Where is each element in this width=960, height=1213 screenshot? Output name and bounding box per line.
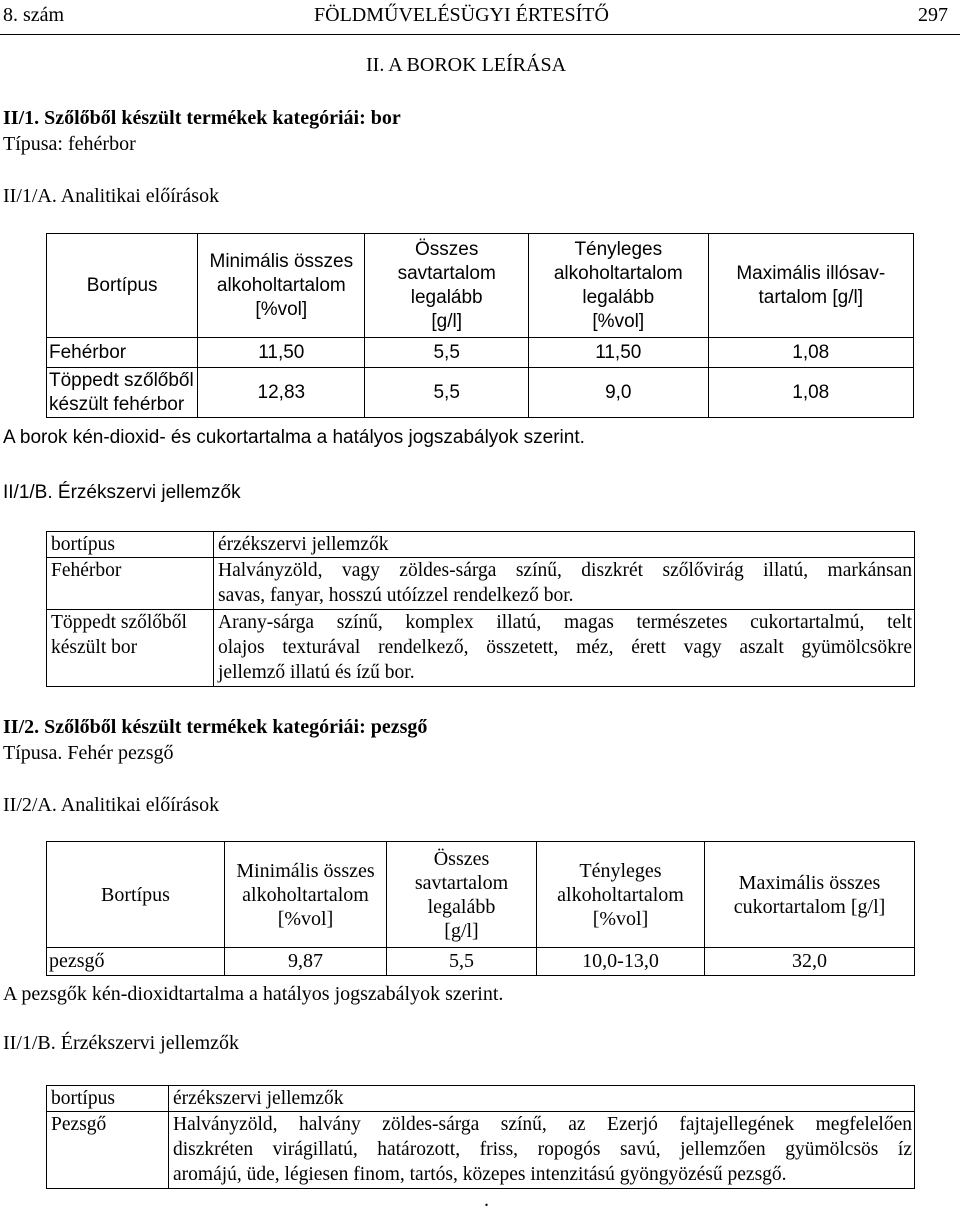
header-rule (0, 34, 960, 35)
wine-type-cell: Töppedt szőlőből készült fehérbor (47, 368, 198, 418)
description-cell: Halványzöld, vagy zöldes-sárga színű, diszkrét szőlővirág illatú, markánsan savas, fanyar, hosszú utóízzel rendelkező bor. (214, 558, 915, 610)
header-cell: Bortípus (47, 234, 198, 338)
footer-mark: . (484, 1189, 489, 1211)
value-cell: 9,87 (225, 948, 387, 976)
description-cell: Arany-sárga színű, komplex illatú, magas természetes cukortartalmú, telt olajos texturával rendelkező, összetett, méz, érett vagy aszalt gyümölcsökre jellemző illatú és ízű bor. (214, 610, 915, 687)
table-row (47, 558, 915, 610)
table-row (47, 368, 914, 418)
value-cell: 32,0 (705, 948, 915, 976)
table-row (47, 610, 915, 687)
table-row (47, 948, 915, 976)
journal-title: FÖLDMŰVELÉSÜGYI ÉRTESÍTŐ (314, 4, 609, 26)
value-cell: 5,5 (365, 338, 529, 368)
value-cell: 1,08 (708, 368, 913, 418)
sparkling-analytics-subheading: II/2/A. Analitikai előírások (3, 794, 220, 816)
wine-type-line: Típusa: fehérbor (3, 133, 136, 155)
table-header-row (47, 1086, 915, 1112)
table-header-row (47, 234, 914, 338)
wine-analytics-table (46, 233, 914, 418)
value-cell: 11,50 (529, 338, 708, 368)
value-cell: 9,0 (529, 368, 708, 418)
sparkling-sensory-table (46, 1085, 915, 1189)
header-cell: Bortípus (47, 842, 225, 948)
header-cell: Maximális összes cukortartalom [g/l] (705, 842, 915, 948)
header-cell: Összes savtartalom legalább [g/l] (387, 842, 537, 948)
sparkling-analytics-table (46, 841, 915, 976)
value-cell: 5,5 (387, 948, 537, 976)
header-cell: Tényleges alkoholtartalom [%vol] (537, 842, 705, 948)
wine-so2-note: A borok kén-dioxid- és cukortartalma a hatályos jogszabályok szerint. (3, 427, 585, 448)
table-row (47, 338, 914, 368)
header-cell: Összes savtartalom legalább [g/l] (365, 234, 529, 338)
sparkling-sensory-subheading: II/1/B. Érzékszervi jellemzők (3, 1032, 240, 1054)
wine-type-cell: Fehérbor (47, 338, 198, 368)
section-title: II. A BOROK LEÍRÁSA (366, 54, 567, 76)
header-cell: bortípus (47, 532, 214, 558)
wine-category-heading: II/1. Szőlőből készült termékek kategóriái: bor (3, 107, 401, 129)
wine-sensory-subheading: II/1/B. Érzékszervi jellemzők (3, 482, 241, 503)
header-cell: Minimális összes alkoholtartalom [%vol] (198, 234, 365, 338)
value-cell: 12,83 (198, 368, 365, 418)
header-cell: Maximális illósav- tartalom [g/l] (708, 234, 913, 338)
page-number: 297 (918, 4, 948, 26)
wine-type-cell: pezsgő (47, 948, 225, 976)
value-cell: 5,5 (365, 368, 529, 418)
value-cell: 11,50 (198, 338, 365, 368)
issue-number: 8. szám (3, 4, 65, 26)
wine-sensory-table (46, 531, 915, 687)
table-row (47, 1112, 915, 1189)
sparkling-category-heading: II/2. Szőlőből készült termékek kategóriái: pezsgő (3, 716, 428, 738)
header-cell: Minimális összes alkoholtartalom [%vol] (225, 842, 387, 948)
table-header-row (47, 532, 915, 558)
wine-type-cell: Töppedt szőlőből készült bor (47, 610, 214, 687)
value-cell: 1,08 (708, 338, 913, 368)
sparkling-so2-note: A pezsgők kén-dioxidtartalma a hatályos jogszabályok szerint. (3, 983, 504, 1005)
sparkling-type-line: Típusa. Fehér pezsgő (3, 742, 174, 764)
description-cell: Halványzöld, halvány zöldes-sárga színű, az Ezerjó fajtajellegének megfelelően diszkréten virágillatú, határozott, friss, ropogós savú, jellemzően gyümölcsös íz aromájú, üde, légiesen finom, tartós, közepes intenzitású gyöngyözésű pezsgő. (169, 1112, 915, 1189)
header-cell: bortípus (47, 1086, 169, 1112)
wine-type-cell: Pezsgő (47, 1112, 169, 1189)
wine-type-cell: Fehérbor (47, 558, 214, 610)
header-cell: Tényleges alkoholtartalom legalább [%vol] (529, 234, 708, 338)
wine-analytics-subheading: II/1/A. Analitikai előírások (3, 185, 220, 207)
value-cell: 10,0-13,0 (537, 948, 705, 976)
table-header-row (47, 842, 915, 948)
header-cell: érzékszervi jellemzők (214, 532, 915, 558)
header-cell: érzékszervi jellemzők (169, 1086, 915, 1112)
